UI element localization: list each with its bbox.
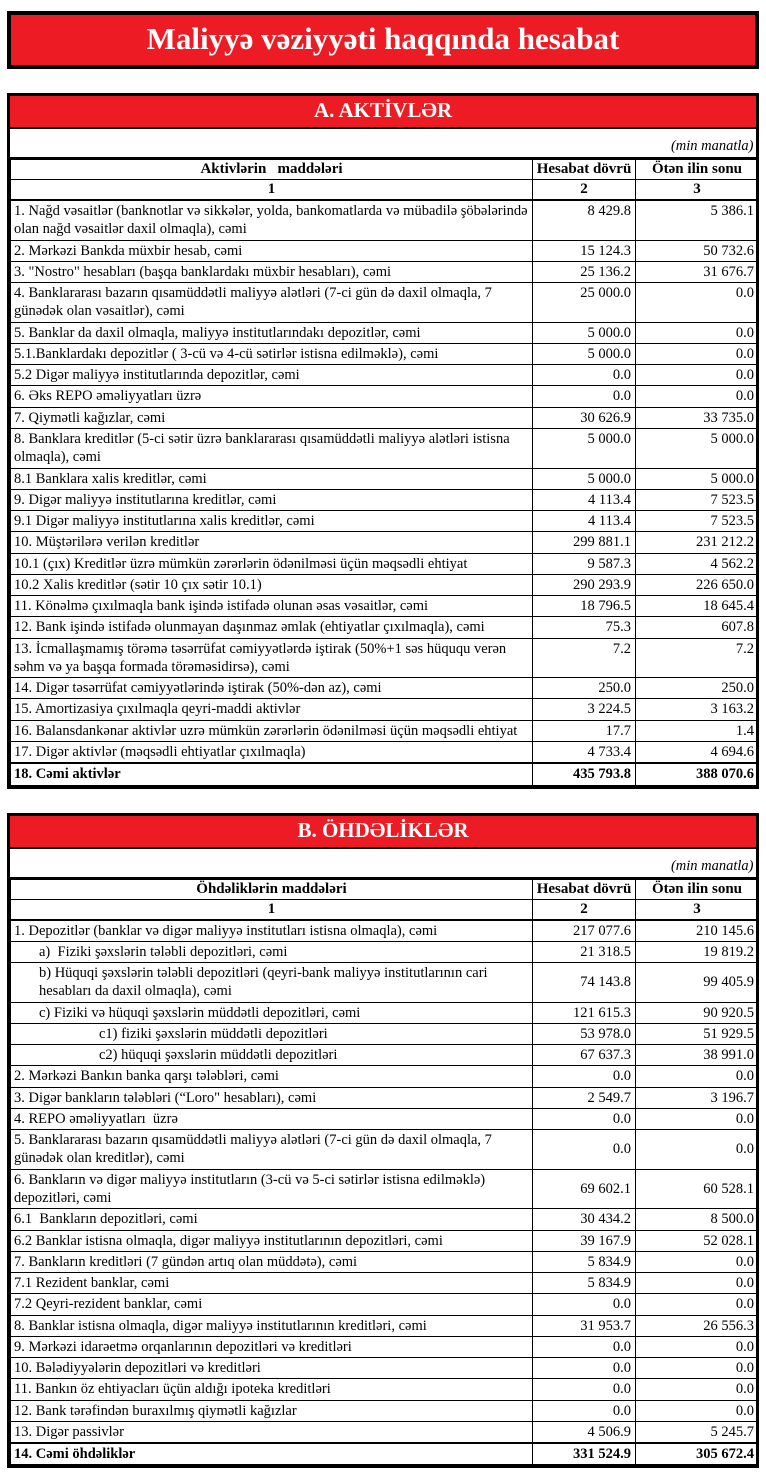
value-previous: 0.0 bbox=[636, 1379, 759, 1400]
row-label: 9.1 Digər maliyyə institutlarına xalis kreditlər, cəmi bbox=[11, 511, 533, 532]
table-row bbox=[11, 720, 759, 741]
row-label: 13. İcmallaşmamış törəmə təsərrüfat cəmiyyətlərdə iştirak (50%+1 səs hüququ verən səhm və ya başqa formada törəməsidirsə), cəmi bbox=[11, 638, 533, 678]
value-previous: 7 523.5 bbox=[636, 511, 759, 532]
value-previous: 0.0 bbox=[636, 1108, 759, 1129]
table-row bbox=[11, 429, 759, 469]
value-previous: 5 000.0 bbox=[636, 429, 759, 469]
table-row bbox=[11, 920, 759, 942]
value-previous: 0.0 bbox=[636, 1066, 759, 1087]
value-previous: 210 145.6 bbox=[636, 920, 759, 942]
value-previous: 99 405.9 bbox=[636, 963, 759, 1003]
row-label: 6.1 Bankların depozitləri, cəmi bbox=[11, 1209, 533, 1230]
row-label: 10.1 (çıx) Kreditlər üzrə mümkün zərərlərin ödənilməsi üçün məqsədli ehtiyat bbox=[11, 553, 533, 574]
value-current: 31 953.7 bbox=[533, 1315, 636, 1336]
value-current: 30 626.9 bbox=[533, 407, 636, 428]
table-row bbox=[11, 283, 759, 323]
assets-table bbox=[10, 129, 759, 785]
unit-note-row bbox=[11, 849, 759, 879]
value-previous: 1.4 bbox=[636, 720, 759, 741]
value-previous: 7.2 bbox=[636, 638, 759, 678]
value-current: 4 506.9 bbox=[533, 1421, 636, 1443]
row-label: 5.2 Digər maliyyə institutlarında depozitlər, cəmi bbox=[11, 365, 533, 386]
value-previous: 19 819.2 bbox=[636, 941, 759, 962]
row-label: 9. Digər maliyyə institutlarına kreditlər, cəmi bbox=[11, 489, 533, 510]
table-row bbox=[11, 1045, 759, 1066]
row-label: a) Fiziki şəxslərin tələbli depozitləri, cəmi bbox=[11, 941, 533, 962]
value-current: 74 143.8 bbox=[533, 963, 636, 1003]
value-previous: 60 528.1 bbox=[636, 1169, 759, 1209]
value-current: 4 113.4 bbox=[533, 511, 636, 532]
col-header-previous: Ötən ilin sonu bbox=[636, 878, 759, 899]
value-previous: 51 929.5 bbox=[636, 1023, 759, 1044]
row-label: 18. Cəmi aktivlər bbox=[11, 763, 533, 785]
row-label: 14. Digər təsərrüfat cəmiyyətlərində iştirak (50%-dən az), cəmi bbox=[11, 678, 533, 699]
value-current: 69 602.1 bbox=[533, 1169, 636, 1209]
value-current: 7.2 bbox=[533, 638, 636, 678]
value-previous: 388 070.6 bbox=[636, 763, 759, 785]
value-previous: 3 196.7 bbox=[636, 1087, 759, 1108]
liabilities-table bbox=[10, 849, 759, 1466]
value-current: 8 429.8 bbox=[533, 200, 636, 240]
value-previous: 5 000.0 bbox=[636, 468, 759, 489]
table-row bbox=[11, 678, 759, 699]
row-label: 10.2 Xalis kreditlər (sətir 10 çıx sətir 10.1) bbox=[11, 574, 533, 595]
column-header-row bbox=[11, 878, 759, 899]
col-header-items: Öhdəliklərin maddələri bbox=[11, 878, 533, 899]
row-label: 4. REPO əməliyyatları üzrə bbox=[11, 1108, 533, 1129]
table-row bbox=[11, 763, 759, 785]
table-row bbox=[11, 1315, 759, 1336]
value-current: 5 000.0 bbox=[533, 343, 636, 364]
value-previous: 0.0 bbox=[636, 1294, 759, 1315]
value-current: 15 124.3 bbox=[533, 240, 636, 261]
value-previous: 50 732.6 bbox=[636, 240, 759, 261]
table-row bbox=[11, 1169, 759, 1209]
row-label: 10. Bələdiyyələrin depozitləri və kreditləri bbox=[11, 1358, 533, 1379]
row-label: 8. Banklara kreditlər (5-ci sətir üzrə banklararası qısamüddətli maliyyə alətləri istisna olmaqla), cəmi bbox=[11, 429, 533, 469]
row-label: b) Hüquqi şəxslərin tələbli depozitləri (qeyri-bank maliyyə institutlarının cari hesabları da daxil olmaqla), cəmi bbox=[11, 963, 533, 1003]
table-row bbox=[11, 1130, 759, 1170]
value-previous: 38 991.0 bbox=[636, 1045, 759, 1066]
value-previous: 4 694.6 bbox=[636, 742, 759, 764]
row-label: 7.1 Rezident banklar, cəmi bbox=[11, 1273, 533, 1294]
value-current: 67 637.3 bbox=[533, 1045, 636, 1066]
table-row bbox=[11, 386, 759, 407]
value-current: 25 000.0 bbox=[533, 283, 636, 323]
table-row bbox=[11, 489, 759, 510]
row-label: 5. Banklar da daxil olmaqla, maliyyə institutlarındakı depozitlər, cəmi bbox=[11, 322, 533, 343]
value-previous: 52 028.1 bbox=[636, 1230, 759, 1251]
row-label: 1. Depozitlər (banklar və digər maliyyə institutları istisna olmaqla), cəmi bbox=[11, 920, 533, 942]
row-label: 7. Bankların kreditləri (7 gündən artıq olan müddətə), cəmi bbox=[11, 1251, 533, 1272]
value-current: 4 113.4 bbox=[533, 489, 636, 510]
liabilities-section-header: B. ÖHDƏLİKLƏR bbox=[10, 816, 756, 849]
value-current: 4 733.4 bbox=[533, 742, 636, 764]
table-row bbox=[11, 1108, 759, 1129]
row-label: 12. Bank işində istifadə olunmayan daşınmaz əmlak (ehtiyatlar çıxılmaqla), cəmi bbox=[11, 617, 533, 638]
table-row bbox=[11, 963, 759, 1003]
table-row bbox=[11, 1294, 759, 1315]
table-row bbox=[11, 1087, 759, 1108]
col-header-previous: Ötən ilin sonu bbox=[636, 159, 759, 180]
value-current: 0.0 bbox=[533, 1400, 636, 1421]
row-label: 7. Qiymətli kağızlar, cəmi bbox=[11, 407, 533, 428]
value-previous: 0.0 bbox=[636, 1336, 759, 1357]
unit-note-row bbox=[11, 129, 759, 159]
col-num-3: 3 bbox=[636, 899, 759, 920]
value-current: 75.3 bbox=[533, 617, 636, 638]
table-row bbox=[11, 1230, 759, 1251]
value-current: 39 167.9 bbox=[533, 1230, 636, 1251]
table-row bbox=[11, 1209, 759, 1230]
value-current: 0.0 bbox=[533, 1358, 636, 1379]
row-label: 12. Bank tərəfindən buraxılmış qiymətli kağızlar bbox=[11, 1400, 533, 1421]
table-row bbox=[11, 742, 759, 764]
table-row bbox=[11, 240, 759, 261]
value-previous: 0.0 bbox=[636, 283, 759, 323]
value-current: 5 834.9 bbox=[533, 1273, 636, 1294]
value-previous: 5 386.1 bbox=[636, 200, 759, 240]
table-row bbox=[11, 343, 759, 364]
unit-note: (min manatla) bbox=[11, 129, 759, 159]
unit-note: (min manatla) bbox=[11, 849, 759, 879]
value-current: 30 434.2 bbox=[533, 1209, 636, 1230]
value-previous: 26 556.3 bbox=[636, 1315, 759, 1336]
value-current: 2 549.7 bbox=[533, 1087, 636, 1108]
value-previous: 607.8 bbox=[636, 617, 759, 638]
assets-section bbox=[7, 93, 759, 788]
table-row bbox=[11, 1358, 759, 1379]
liabilities-table-body bbox=[11, 920, 759, 1465]
row-label: 2. Mərkəzi Bankda müxbir hesab, cəmi bbox=[11, 240, 533, 261]
value-current: 21 318.5 bbox=[533, 941, 636, 962]
value-current: 290 293.9 bbox=[533, 574, 636, 595]
value-current: 0.0 bbox=[533, 1379, 636, 1400]
table-row bbox=[11, 322, 759, 343]
row-label: 8. Banklar istisna olmaqla, digər maliyyə institutlarının kreditləri, cəmi bbox=[11, 1315, 533, 1336]
value-current: 0.0 bbox=[533, 1108, 636, 1129]
row-label: 3. Digər bankların tələbləri (“Loro" hesabları), cəmi bbox=[11, 1087, 533, 1108]
value-current: 5 834.9 bbox=[533, 1251, 636, 1272]
value-previous: 250.0 bbox=[636, 678, 759, 699]
table-row bbox=[11, 941, 759, 962]
value-current: 5 000.0 bbox=[533, 429, 636, 469]
value-previous: 33 735.0 bbox=[636, 407, 759, 428]
table-row bbox=[11, 699, 759, 720]
row-label: 1. Nağd vəsaitlər (banknotlar və sikkələr, yolda, bankomatlarda və mübadilə şöbələrində olan nağd vəsaitlər daxil olmaqla), cəmi bbox=[11, 200, 533, 240]
row-label: 5.1.Banklardakı depozitlər ( 3-cü və 4-cü sətirlər istisna edilməklə), cəmi bbox=[11, 343, 533, 364]
value-current: 18 796.5 bbox=[533, 596, 636, 617]
value-current: 250.0 bbox=[533, 678, 636, 699]
value-previous: 0.0 bbox=[636, 1273, 759, 1294]
table-row bbox=[11, 1066, 759, 1087]
value-previous: 7 523.5 bbox=[636, 489, 759, 510]
page-title: Maliyyə vəziyyəti haqqında hesabat bbox=[7, 11, 759, 69]
row-label: 6.2 Banklar istisna olmaqla, digər maliyyə institutlarının depozitləri, cəmi bbox=[11, 1230, 533, 1251]
value-previous: 18 645.4 bbox=[636, 596, 759, 617]
value-current: 0.0 bbox=[533, 1294, 636, 1315]
row-label: 11. Bankın öz ehtiyacları üçün aldığı ipoteka kreditləri bbox=[11, 1379, 533, 1400]
value-previous: 5 245.7 bbox=[636, 1421, 759, 1443]
value-current: 5 000.0 bbox=[533, 468, 636, 489]
value-previous: 226 650.0 bbox=[636, 574, 759, 595]
value-current: 217 077.6 bbox=[533, 920, 636, 942]
value-previous: 231 212.2 bbox=[636, 532, 759, 553]
table-row bbox=[11, 1336, 759, 1357]
table-row bbox=[11, 1379, 759, 1400]
value-current: 0.0 bbox=[533, 365, 636, 386]
table-row bbox=[11, 1251, 759, 1272]
value-current: 435 793.8 bbox=[533, 763, 636, 785]
value-previous: 0.0 bbox=[636, 322, 759, 343]
table-row bbox=[11, 1400, 759, 1421]
column-number-row bbox=[11, 899, 759, 920]
row-label: 14. Cəmi öhdəliklər bbox=[11, 1443, 533, 1465]
row-label: 16. Balansdankənar aktivlər uzrə mümkün zərərlərin ödənilməsi üçün məqsədli ehtiyat bbox=[11, 720, 533, 741]
row-label: c1) fiziki şəxslərin müddətli depozitləri bbox=[11, 1023, 533, 1044]
table-row bbox=[11, 1002, 759, 1023]
value-current: 0.0 bbox=[533, 1336, 636, 1357]
col-num-1: 1 bbox=[11, 899, 533, 920]
table-row bbox=[11, 365, 759, 386]
table-row bbox=[11, 532, 759, 553]
value-current: 0.0 bbox=[533, 386, 636, 407]
value-current: 3 224.5 bbox=[533, 699, 636, 720]
row-label: 6. Əks REPO əməliyyatları üzrə bbox=[11, 386, 533, 407]
column-number-row bbox=[11, 180, 759, 201]
row-label: 6. Bankların və digər maliyyə institutların (3-cü və 5-ci sətirlər istisna edilməklə) depozitləri, cəmi bbox=[11, 1169, 533, 1209]
row-label: c2) hüquqi şəxslərin müddətli depozitləri bbox=[11, 1045, 533, 1066]
row-label: 13. Digər passivlər bbox=[11, 1421, 533, 1443]
assets-table-body bbox=[11, 200, 759, 785]
value-previous: 3 163.2 bbox=[636, 699, 759, 720]
value-previous: 0.0 bbox=[636, 1400, 759, 1421]
value-previous: 8 500.0 bbox=[636, 1209, 759, 1230]
row-label: c) Fiziki və hüquqi şəxslərin müddətli depozitləri, cəmi bbox=[11, 1002, 533, 1023]
col-num-3: 3 bbox=[636, 180, 759, 201]
value-current: 5 000.0 bbox=[533, 322, 636, 343]
row-label: 15. Amortizasiya çıxılmaqla qeyri-maddi aktivlər bbox=[11, 699, 533, 720]
col-header-current: Hesabat dövrü bbox=[533, 878, 636, 899]
col-num-2: 2 bbox=[533, 899, 636, 920]
value-current: 53 978.0 bbox=[533, 1023, 636, 1044]
value-previous: 0.0 bbox=[636, 343, 759, 364]
table-row bbox=[11, 261, 759, 282]
row-label: 5. Banklararası bazarın qısamüddətli maliyyə alətləri (7-ci gün də daxil olmaqla, 7 günədək olan kreditlər), cəmi bbox=[11, 1130, 533, 1170]
column-header-row bbox=[11, 159, 759, 180]
row-label: 7.2 Qeyri-rezident banklar, cəmi bbox=[11, 1294, 533, 1315]
table-row bbox=[11, 511, 759, 532]
value-current: 0.0 bbox=[533, 1130, 636, 1170]
table-row bbox=[11, 617, 759, 638]
row-label: 3. "Nostro" hesabları (başqa banklardakı müxbir hesabları), cəmi bbox=[11, 261, 533, 282]
table-row bbox=[11, 200, 759, 240]
row-label: 9. Mərkəzi idarəetmə orqanlarının depozitləri və kreditləri bbox=[11, 1336, 533, 1357]
value-previous: 0.0 bbox=[636, 386, 759, 407]
value-current: 17.7 bbox=[533, 720, 636, 741]
value-previous: 4 562.2 bbox=[636, 553, 759, 574]
table-row bbox=[11, 1443, 759, 1465]
value-previous: 0.0 bbox=[636, 1251, 759, 1272]
row-label: 8.1 Banklara xalis kreditlər, cəmi bbox=[11, 468, 533, 489]
table-row bbox=[11, 407, 759, 428]
value-previous: 0.0 bbox=[636, 1130, 759, 1170]
assets-section-header: A. AKTİVLƏR bbox=[10, 96, 756, 129]
col-num-2: 2 bbox=[533, 180, 636, 201]
row-label: 2. Mərkəzi Bankın banka qarşı tələbləri, cəmi bbox=[11, 1066, 533, 1087]
value-previous: 305 672.4 bbox=[636, 1443, 759, 1465]
row-label: 10. Müştərilərə verilən kreditlər bbox=[11, 532, 533, 553]
value-previous: 31 676.7 bbox=[636, 261, 759, 282]
value-current: 25 136.2 bbox=[533, 261, 636, 282]
table-row bbox=[11, 574, 759, 595]
table-row bbox=[11, 553, 759, 574]
value-previous: 90 920.5 bbox=[636, 1002, 759, 1023]
row-label: 11. Könəlmə çıxılmaqla bank işində istifadə olunan əsas vəsaitlər, cəmi bbox=[11, 596, 533, 617]
value-previous: 0.0 bbox=[636, 1358, 759, 1379]
table-row bbox=[11, 1421, 759, 1443]
value-previous: 0.0 bbox=[636, 365, 759, 386]
table-row bbox=[11, 1273, 759, 1294]
value-current: 299 881.1 bbox=[533, 532, 636, 553]
col-num-1: 1 bbox=[11, 180, 533, 201]
table-row bbox=[11, 1023, 759, 1044]
table-row bbox=[11, 638, 759, 678]
row-label: 17. Digər aktivlər (məqsədli ehtiyatlar çıxılmaqla) bbox=[11, 742, 533, 764]
value-current: 331 524.9 bbox=[533, 1443, 636, 1465]
value-current: 0.0 bbox=[533, 1066, 636, 1087]
table-row bbox=[11, 596, 759, 617]
liabilities-section bbox=[7, 813, 759, 1469]
table-row bbox=[11, 468, 759, 489]
row-label: 4. Banklararası bazarın qısamüddətli maliyyə alətləri (7-ci gün də daxil olmaqla, 7 günədək olan vəsaitlər), cəmi bbox=[11, 283, 533, 323]
col-header-items: Aktivlərin maddələri bbox=[11, 159, 533, 180]
value-current: 9 587.3 bbox=[533, 553, 636, 574]
col-header-current: Hesabat dövrü bbox=[533, 159, 636, 180]
value-current: 121 615.3 bbox=[533, 1002, 636, 1023]
